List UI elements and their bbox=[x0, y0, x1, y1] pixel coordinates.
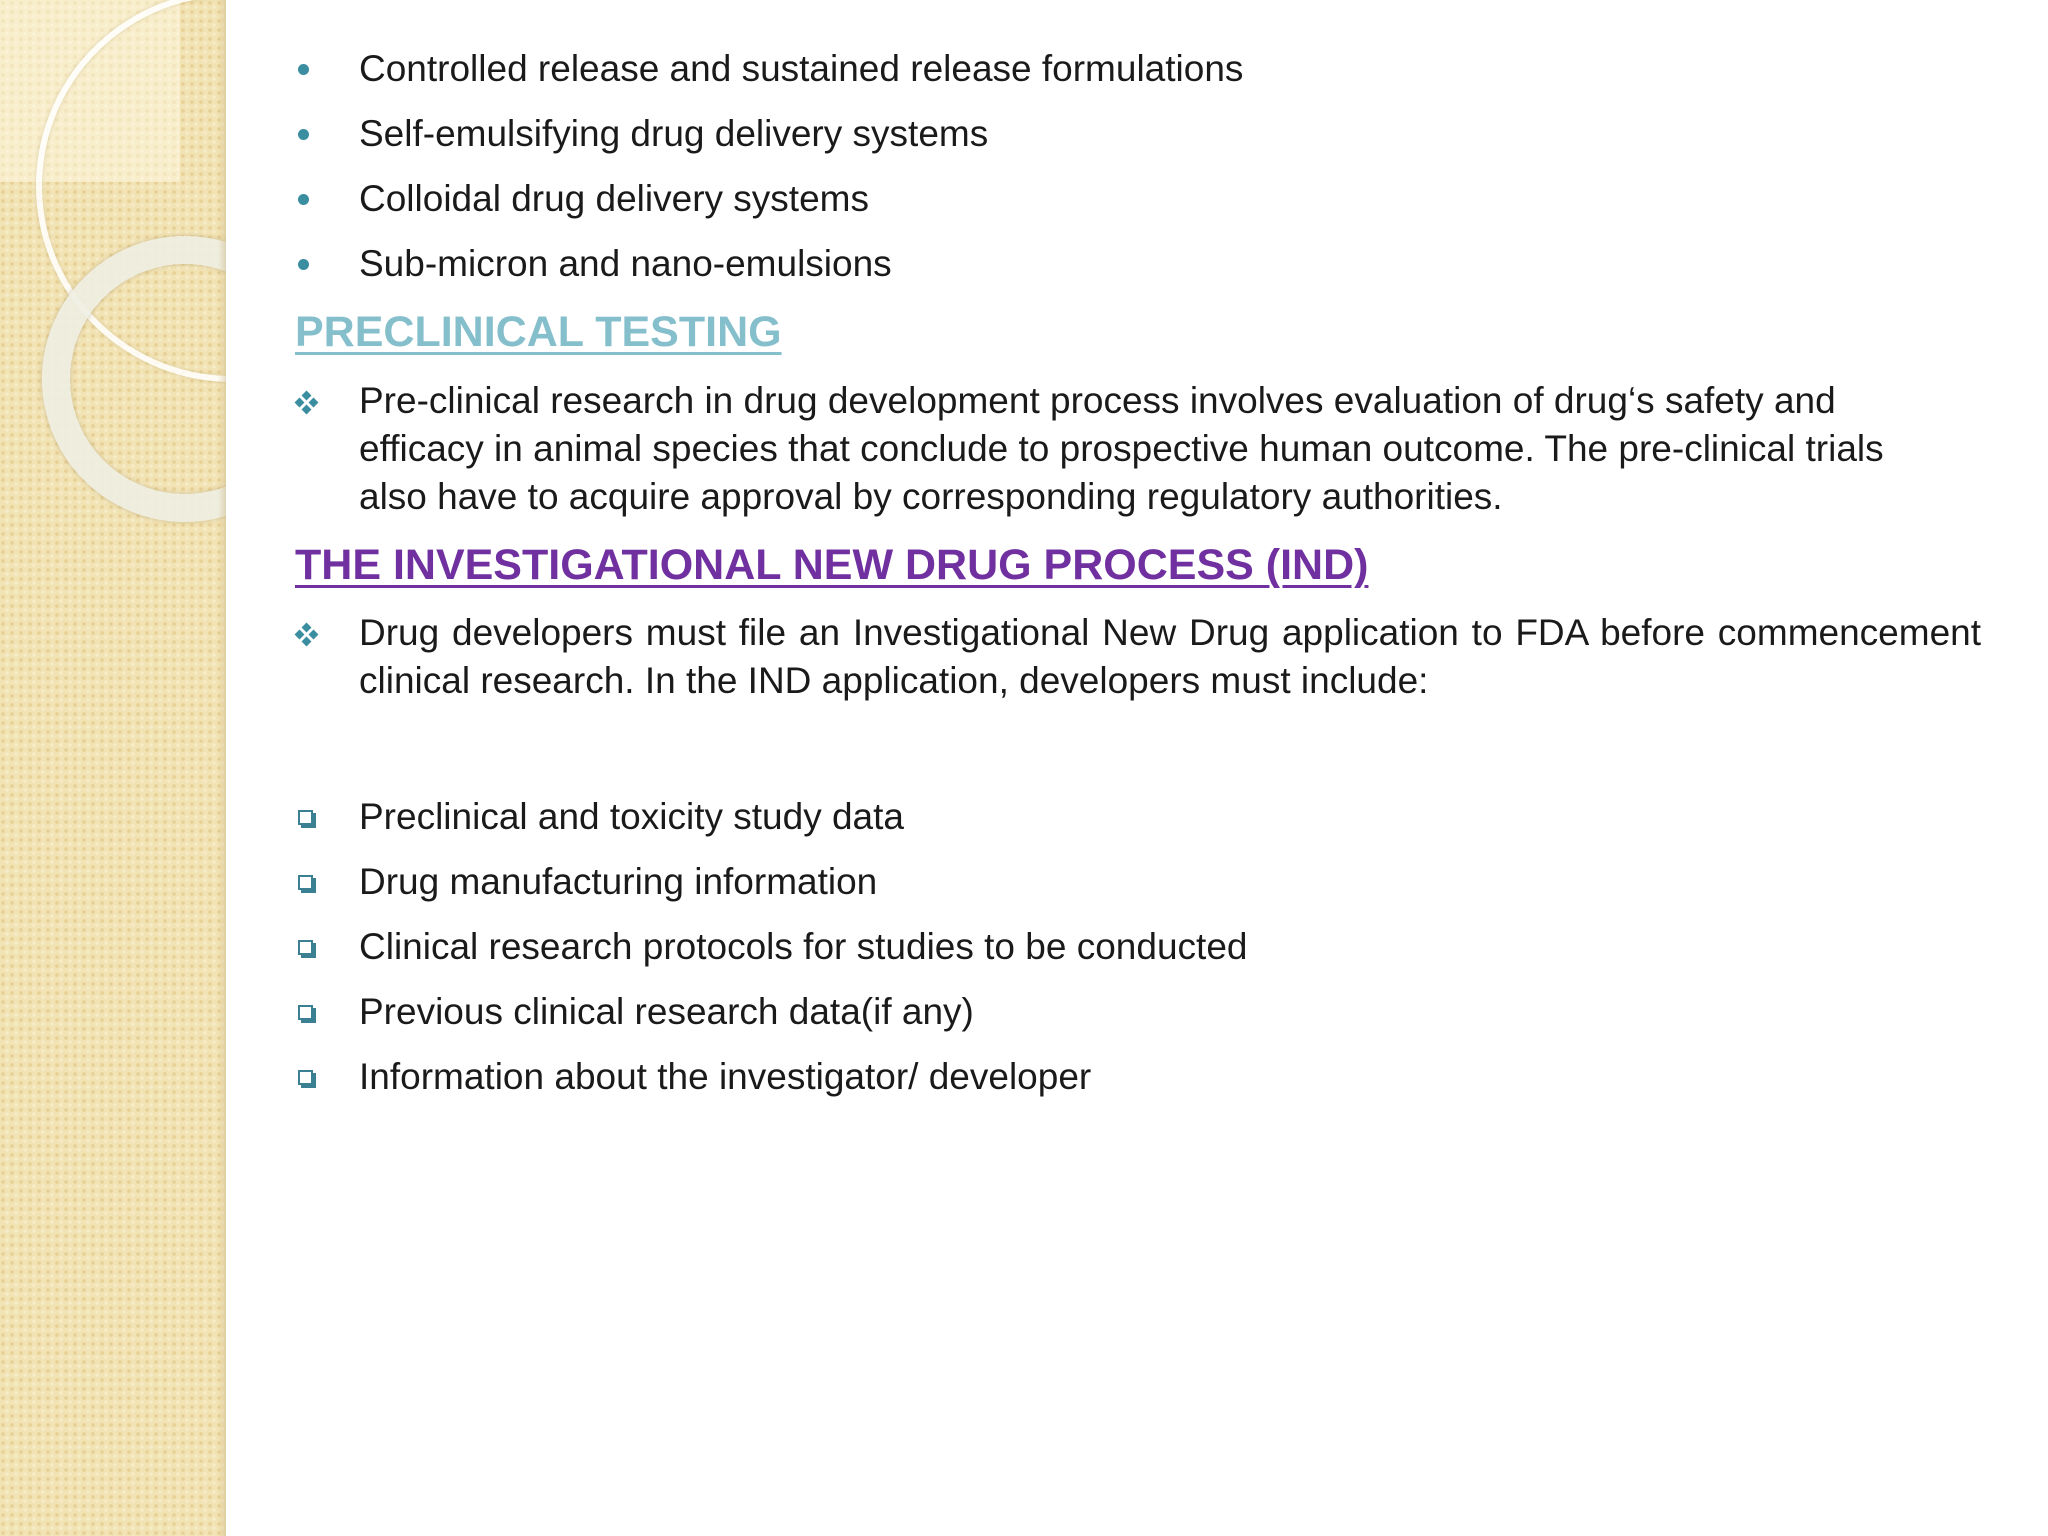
list-item: Colloidal drug delivery systems bbox=[359, 178, 869, 219]
list-item: Information about the investigator/ developer bbox=[359, 1056, 1092, 1097]
preclinical-paragraph: Pre-clinical research in drug development process involves evaluation of drug‘s safety and efficacy in animal species that conclude to prospective human outcome. The pre-clinical trials also have to acquire approval by corresponding regulatory authorities. bbox=[359, 380, 1884, 517]
bullet-dot-icon bbox=[298, 129, 309, 140]
bullet-dot-icon bbox=[298, 64, 309, 75]
checkbox-bullet-icon bbox=[298, 875, 313, 890]
list-item: Controlled release and sustained release formulations bbox=[359, 48, 1244, 89]
ind-paragraph: Drug developers must file an Investigational New Drug application to FDA before commencement clinical research. In the IND application, developers must include: bbox=[359, 612, 1981, 701]
list-item: Clinical research protocols for studies to be conducted bbox=[359, 926, 1248, 967]
checkbox-bullet-icon bbox=[298, 1005, 313, 1020]
diamond-bullet-icon bbox=[296, 392, 318, 414]
bullet-dot-icon bbox=[298, 259, 309, 270]
list-item: Drug manufacturing information bbox=[359, 861, 878, 902]
list-item: Sub-micron and nano-emulsions bbox=[359, 243, 892, 284]
list-item: Previous clinical research data(if any) bbox=[359, 991, 974, 1032]
list-item: Preclinical and toxicity study data bbox=[359, 796, 904, 837]
checkbox-bullet-icon bbox=[298, 940, 313, 955]
section-heading-preclinical: PRECLINICAL TESTING bbox=[295, 308, 782, 356]
section-heading-ind: THE INVESTIGATIONAL NEW DRUG PROCESS (IND) bbox=[295, 541, 1369, 589]
checkbox-bullet-icon bbox=[298, 1070, 313, 1085]
checkbox-bullet-icon bbox=[298, 810, 313, 825]
diamond-bullet-icon bbox=[296, 624, 318, 646]
bullet-dot-icon bbox=[298, 194, 309, 205]
list-item: Self-emulsifying drug delivery systems bbox=[359, 113, 989, 154]
